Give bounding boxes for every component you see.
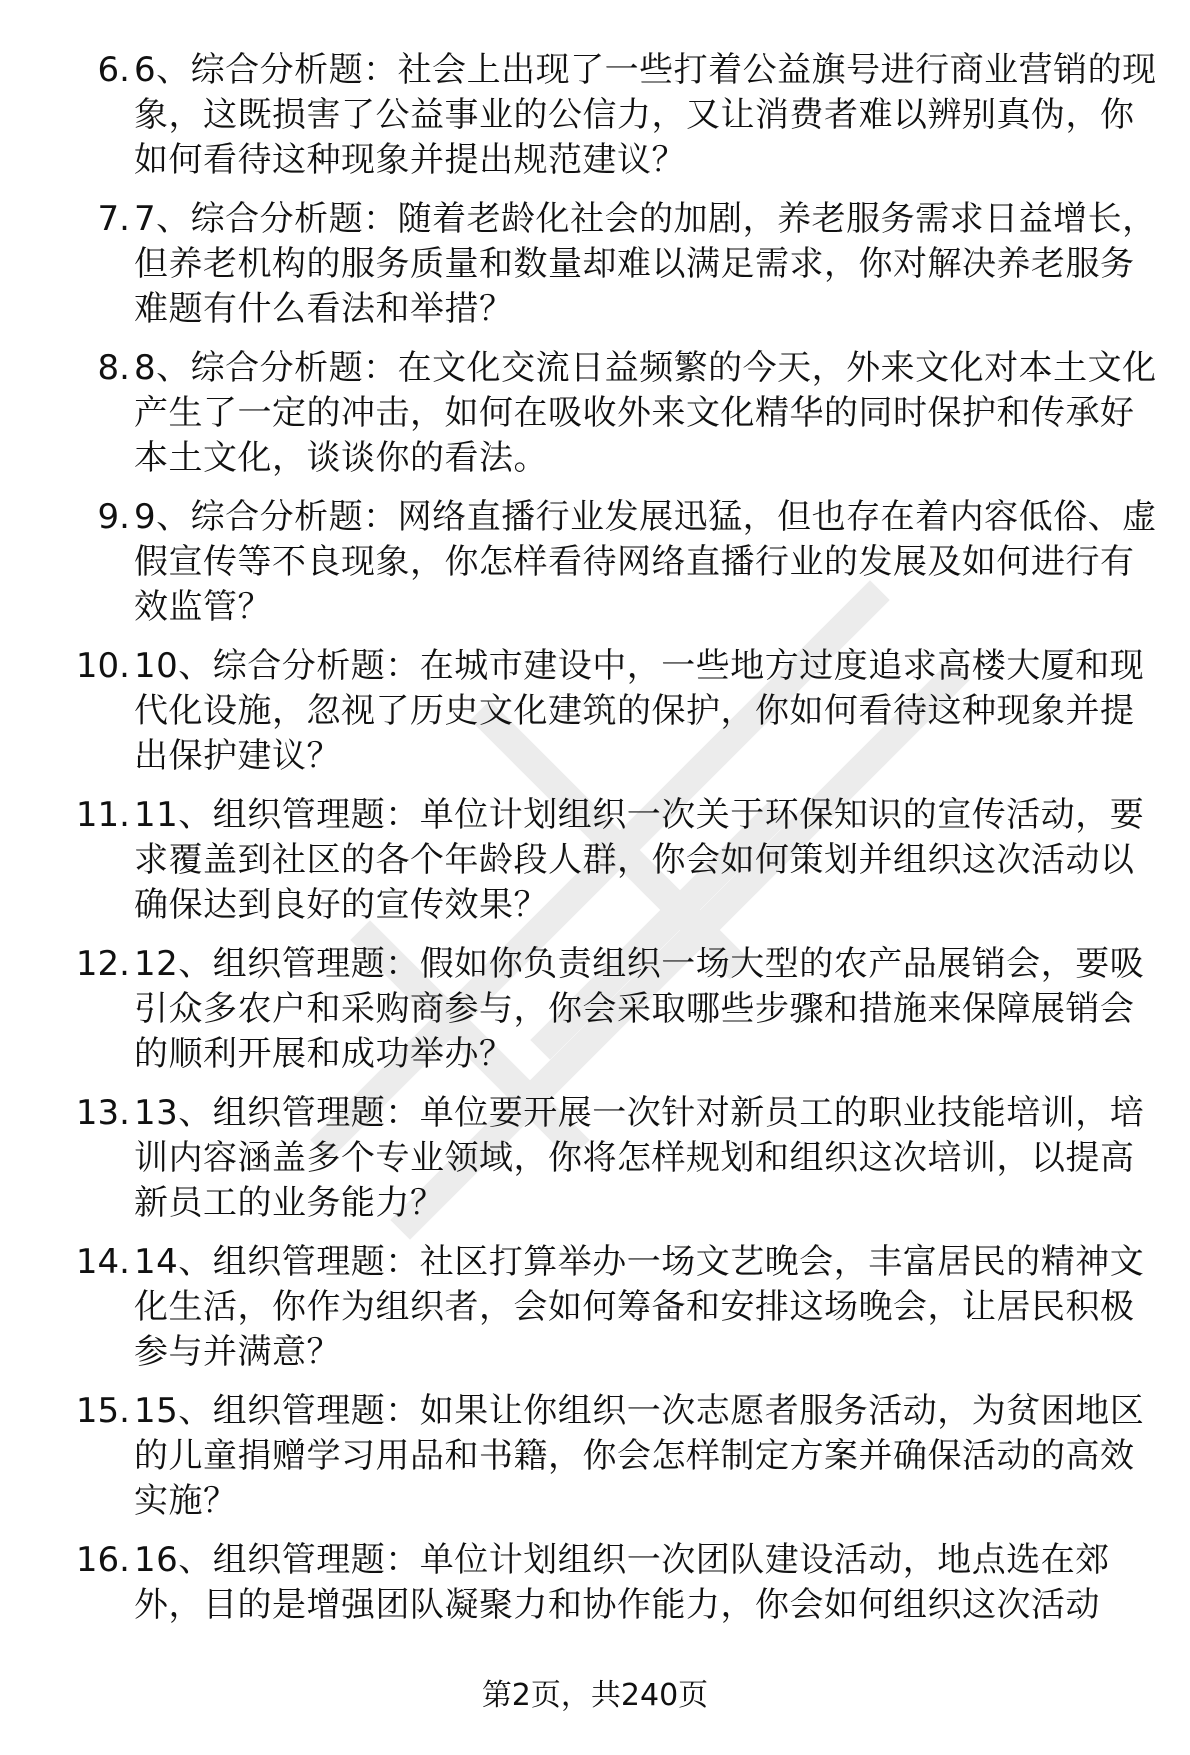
question-text: 16、组织管理题：单位计划组织一次团队建设活动，地点选在郊外，目的是增强团队凝聚力和协作能力，你会如何组织这次活动 <box>134 1540 1110 1625</box>
question-number: 8. <box>97 348 130 388</box>
question-text: 15、组织管理题：如果让你组织一次志愿者服务活动，为贫困地区的儿童捐赠学习用品和书籍，你会怎样制定方案并确保活动的高效实施？ <box>134 1391 1145 1521</box>
question-number: 14. <box>75 1242 130 1282</box>
question-text: 11、组织管理题：单位计划组织一次关于环保知识的宣传活动，要求覆盖到社区的各个年龄段人群，你会如何策划并组织这次活动以确保达到良好的宣传效果？ <box>134 795 1145 925</box>
page-footer: 第2页，共240页 <box>481 1678 709 1713</box>
question-text: 13、组织管理题：单位要开展一次针对新员工的职业技能培训，培训内容涵盖多个专业领域，你将怎样规划和组织这次培训，以提高新员工的业务能力？ <box>134 1093 1145 1223</box>
question-number: 13. <box>75 1093 130 1133</box>
question-item <box>60 1091 1165 1226</box>
question-item <box>60 942 1165 1077</box>
question-text: 12、组织管理题：假如你负责组织一场大型的农产品展销会，要吸引众多农户和采购商参与，你会采取哪些步骤和措施来保障展销会的顺利开展和成功举办？ <box>134 944 1145 1074</box>
question-text: 6、综合分析题：社会上出现了一些打着公益旗号进行商业营销的现象，这既损害了公益事业的公信力，又让消费者难以辨别真伪，你如何看待这种现象并提出规范建议？ <box>134 50 1157 180</box>
question-text: 7、综合分析题：随着老龄化社会的加剧，养老服务需求日益增长，但养老机构的服务质量和数量却难以满足需求，你对解决养老服务难题有什么看法和举措？ <box>134 199 1157 329</box>
question-text: 8、综合分析题：在文化交流日益频繁的今天，外来文化对本土文化产生了一定的冲击，如何在吸收外来文化精华的同时保护和传承好本土文化，谈谈你的看法。 <box>134 348 1157 478</box>
question-item <box>60 1538 1165 1628</box>
question-number: 11. <box>75 795 130 835</box>
question-text: 10、综合分析题：在城市建设中，一些地方过度追求高楼大厦和现代化设施，忽视了历史文化建筑的保护，你如何看待这种现象并提出保护建议？ <box>134 646 1145 776</box>
question-number: 7. <box>97 199 130 239</box>
question-number: 6. <box>97 50 130 90</box>
question-text: 14、组织管理题：社区打算举办一场文艺晚会，丰富居民的精神文化生活，你作为组织者，会如何筹备和安排这场晚会，让居民积极参与并满意？ <box>134 1242 1145 1372</box>
question-item <box>60 1389 1165 1524</box>
question-number: 15. <box>75 1391 130 1431</box>
question-number: 16. <box>75 1540 130 1580</box>
question-item <box>60 495 1165 630</box>
question-item <box>60 793 1165 928</box>
question-item <box>60 48 1165 183</box>
question-item <box>60 1240 1165 1375</box>
question-number: 9. <box>97 497 130 537</box>
question-item <box>60 644 1165 779</box>
question-item <box>60 346 1165 481</box>
question-item <box>60 197 1165 332</box>
question-text: 9、综合分析题：网络直播行业发展迅猛，但也存在着内容低俗、虚假宣传等不良现象，你怎样看待网络直播行业的发展及如何进行有效监管？ <box>134 497 1157 627</box>
question-number: 12. <box>75 944 130 984</box>
question-number: 10. <box>75 646 130 686</box>
question-list <box>60 48 1165 1642</box>
